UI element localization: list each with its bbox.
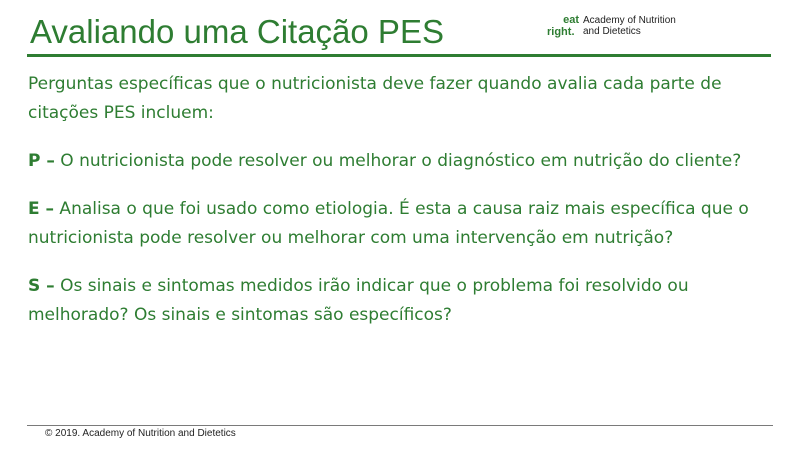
academy-logo: [547, 15, 676, 41]
item-text: O nutricionista pode resolver ou melhorar o diagnóstico em nutrição do cliente?: [54, 151, 742, 171]
intro-paragraph: Perguntas específicas que o nutricionista deve fazer quando avalia cada parte de citações PES incluem:: [28, 74, 722, 123]
slide-title: Avaliando uma Citação PES: [30, 13, 444, 50]
footer-divider: [27, 425, 773, 426]
footer-copyright: © 2019. Academy of Nutrition and Dietetics: [45, 428, 236, 439]
title-underline: [27, 54, 771, 57]
item-s: [28, 272, 768, 330]
slide-body: [28, 70, 768, 349]
logo-mark-bottom: right.: [547, 26, 575, 38]
item-p: [28, 147, 768, 176]
logo-mark-top: eat: [563, 14, 579, 26]
item-letter: P –: [28, 151, 55, 171]
logo-line-1: Academy of Nutrition: [583, 15, 676, 26]
item-e: [28, 195, 768, 253]
item-letter: S –: [28, 276, 55, 296]
eat-right-logo-icon: [547, 15, 579, 39]
logo-line-2: and Dietetics: [583, 26, 641, 37]
item-letter: E –: [28, 199, 55, 219]
item-text: Analisa o que foi usado como etiologia. É esta a causa raiz mais específica que o nutricionista pode resolver ou melhorar com uma intervenção em nutrição?: [28, 199, 749, 248]
logo-text: [583, 15, 676, 37]
item-text: Os sinais e sintomas medidos irão indicar que o problema foi resolvido ou melhorado? Os sinais e sintomas são específicos?: [28, 276, 689, 325]
